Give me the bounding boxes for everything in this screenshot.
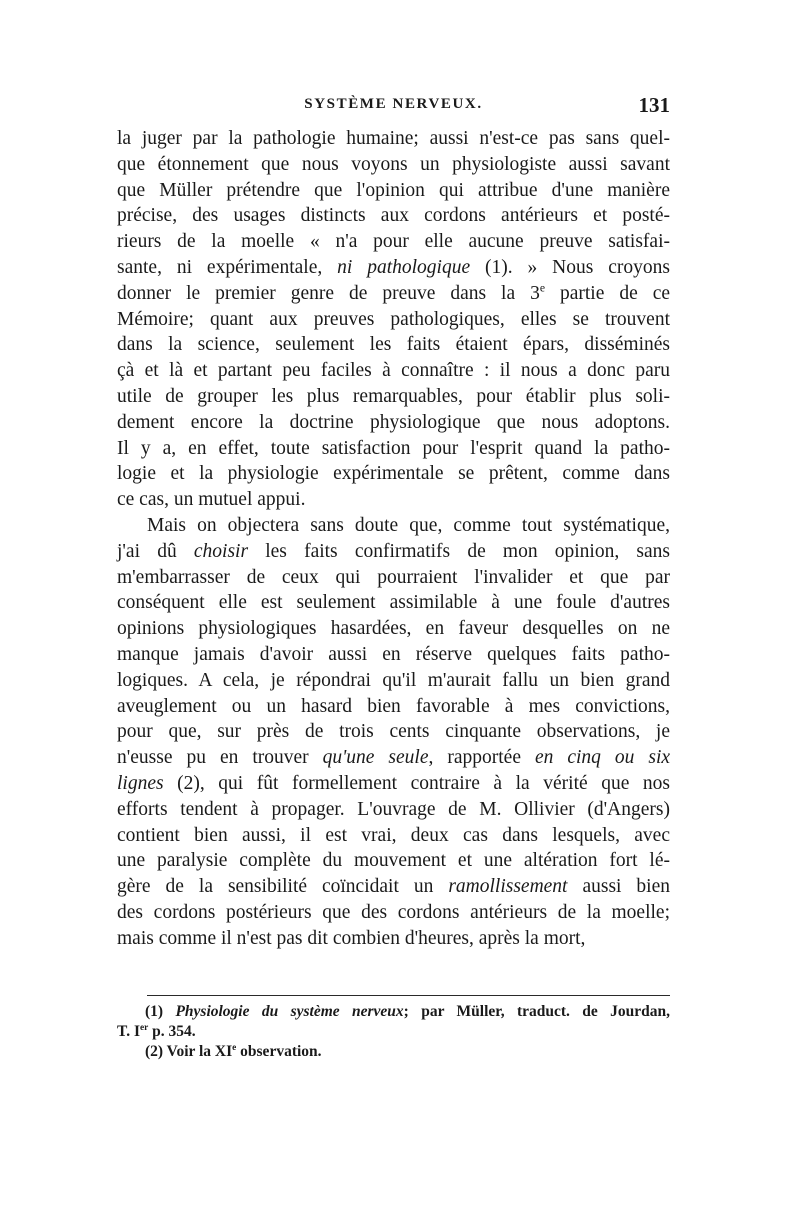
body-text (117, 126, 670, 952)
text-line (117, 874, 670, 900)
text-run: gère de la sensibilité coïncidait un (117, 876, 449, 898)
text-run: aussi bien (567, 876, 670, 898)
text-line (117, 461, 670, 487)
text-run: partie de ce (545, 282, 671, 304)
text-run: que Müller prétendre que l'opinion qui attribue d'une manière (117, 179, 670, 201)
text-line (117, 926, 670, 952)
text-run: p. 354. (148, 1023, 196, 1040)
text-run: la juger par la pathologie humaine; aussi n'est-ce pas sans quel- (117, 128, 670, 149)
text-line (117, 436, 670, 462)
text-run: précise, des usages distincts aux cordons antérieurs et posté- (117, 205, 670, 227)
text-run: les faits confirmatifs de mon opinion, sans (248, 540, 670, 562)
text-line (117, 229, 670, 255)
text-line (117, 332, 670, 358)
text-run: dans la science, seulement les faits étaient épars, disséminés (117, 334, 670, 356)
text-run: que étonnement que nous voyons un physiologiste aussi savant (117, 153, 670, 175)
running-head: SYSTÈME NERVEUX. (304, 96, 483, 112)
text-run: conséquent elle est seulement assimilable à une foule d'autres (117, 592, 670, 614)
italic-text: en cinq ou six (534, 747, 671, 769)
text-line (117, 565, 670, 591)
text-run: des cordons postérieurs que des cordons antérieurs de la moelle; (117, 901, 670, 923)
text-run: , rapportée (428, 747, 535, 769)
text-run: j'ai dû (117, 540, 194, 562)
paragraph (117, 126, 670, 513)
text-line (117, 126, 670, 152)
text-line (117, 900, 670, 926)
text-line (117, 719, 670, 745)
text-line (117, 513, 670, 539)
footnote-rule (147, 995, 670, 996)
superscript-text: e (539, 281, 546, 295)
text-run: (2) Voir la XI (145, 1043, 233, 1060)
text-run: sante, ni expérimentale, (117, 256, 338, 278)
text-run: mais comme il n'est pas dit combien d'heures, après la mort, (117, 927, 586, 949)
text-line (117, 307, 670, 333)
text-line (117, 616, 670, 642)
text-run: Il y a, en effet, toute satisfaction pour l'esprit quand la patho- (117, 437, 670, 459)
text-line (117, 590, 670, 616)
italic-text: choisir (193, 540, 249, 562)
text-run: opinions physiologiques hasardées, en faveur desquelles on ne (117, 618, 670, 640)
text-line (117, 152, 670, 178)
text-line (117, 410, 670, 436)
text-line (117, 539, 670, 565)
footnotes (117, 1002, 670, 1062)
text-run: aveuglement ou un hasard bien favorable à mes convictions, (117, 695, 670, 717)
text-line (117, 178, 670, 204)
footnote-2-line-1 (117, 1042, 670, 1062)
text-run: T. I (117, 1023, 140, 1040)
superscript-text: e (232, 1042, 237, 1053)
text-run: ce cas, un mutuel appui. (117, 489, 306, 511)
text-run: çà et là et partant peu faciles à connaître : il nous a donc paru (117, 360, 670, 382)
footnote-1-line-2 (117, 1022, 670, 1042)
text-run: donner le premier genre de preuve dans la 3 (117, 282, 540, 304)
text-line (117, 668, 670, 694)
text-line (117, 823, 670, 849)
italic-text: ramollissement (448, 876, 568, 898)
text-run: (1) (145, 1003, 176, 1020)
text-line (117, 358, 670, 384)
text-run: Mémoire; quant aux preuves pathologiques, elles se trouvent (117, 308, 670, 330)
text-line (117, 642, 670, 668)
text-line (117, 694, 670, 720)
text-run: manque jamais d'avoir aussi en réserve quelques faits patho- (117, 643, 670, 665)
superscript-text: er (139, 1022, 149, 1033)
text-line (117, 487, 670, 513)
text-run: efforts tendent à propager. L'ouvrage de M. Ollivier (d'Angers) (117, 798, 670, 820)
italic-text: qu'une seule (322, 747, 429, 769)
text-run: contient bien aussi, il est vrai, deux cas dans lesquels, avec (117, 824, 670, 846)
text-run: logiques. A cela, je répondrai qu'il m'aurait fallu un bien grand (117, 669, 670, 691)
text-line (117, 384, 670, 410)
text-line (117, 255, 670, 281)
text-line (117, 771, 670, 797)
text-run: utile de grouper les plus remarquables, pour établir plus soli- (117, 385, 670, 407)
text-run: pour que, sur près de trois cents cinquante observations, je (117, 721, 670, 743)
text-line (117, 797, 670, 823)
text-line (117, 281, 670, 307)
text-run: m'embarrasser de ceux qui pourraient l'invalider et que par (117, 566, 670, 588)
text-line (117, 203, 670, 229)
text-line (117, 848, 670, 874)
text-run: ; par Müller, traduct. de Jourdan, (403, 1003, 670, 1020)
text-run: (2), qui fût formellement contraire à la vérité que nos (163, 772, 670, 794)
paragraph (117, 513, 670, 952)
italic-text: lignes (117, 772, 164, 794)
text-line (117, 745, 670, 771)
text-run: une paralysie complète du mouvement et une altération fort lé- (117, 850, 670, 872)
text-run: dement encore la doctrine physiologique que nous adoptons. (117, 411, 670, 433)
italic-text: Physiologie du système nerveux (175, 1003, 404, 1020)
text-run: rieurs de la moelle « n'a pour elle aucune preuve satisfai- (117, 231, 670, 253)
page-number: 131 (638, 93, 670, 117)
text-run: (1). » Nous croyons (470, 256, 670, 278)
text-run: observation. (236, 1043, 322, 1060)
page-header (117, 93, 670, 122)
footnote-1-line-1 (117, 1002, 670, 1022)
text-run: n'eusse pu en trouver (117, 747, 323, 769)
italic-text: ni pathologique (337, 256, 471, 278)
text-run: Mais on objectera sans doute que, comme tout systématique, (147, 514, 670, 536)
text-run: logie et la physiologie expérimentale se prêtent, comme dans (117, 463, 670, 485)
